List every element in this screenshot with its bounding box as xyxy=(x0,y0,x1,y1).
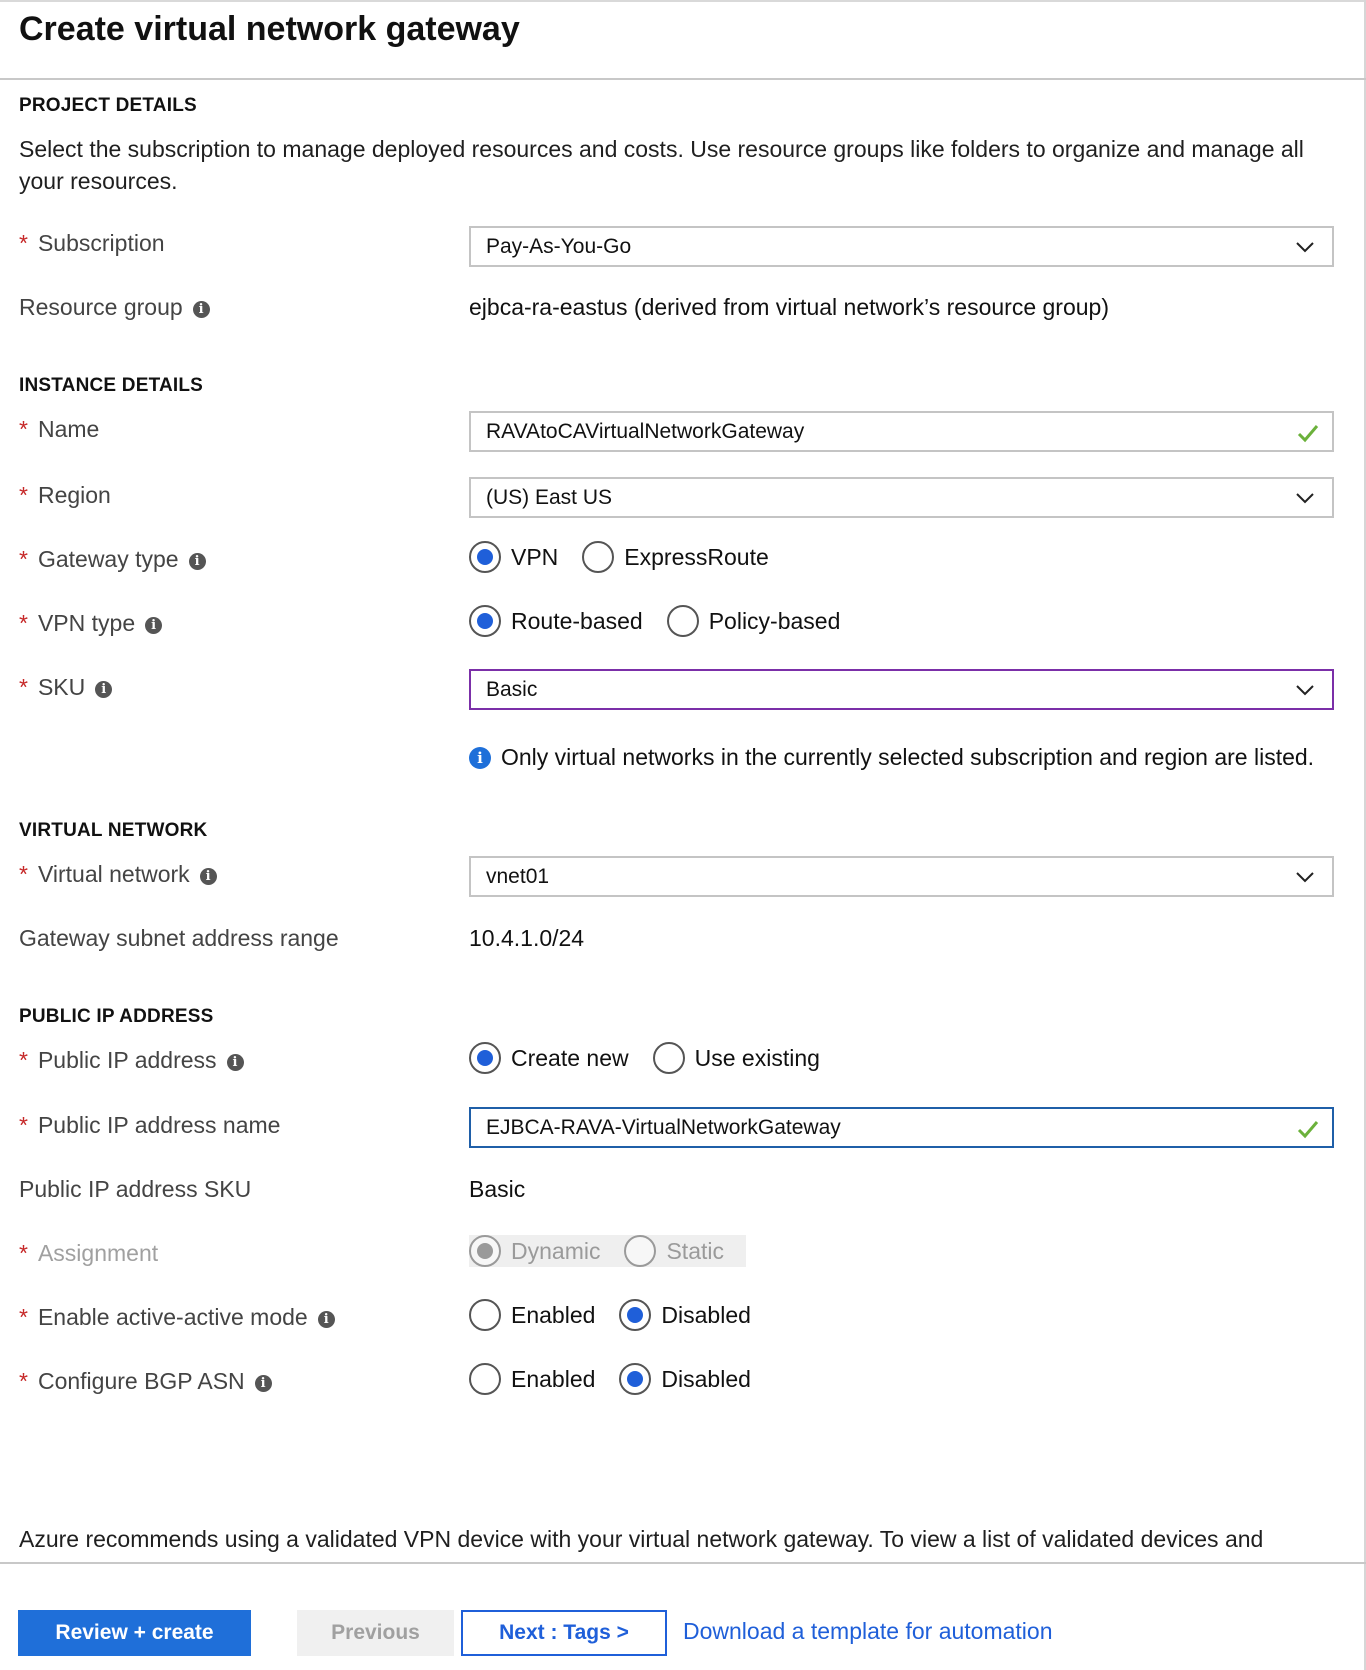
project-description: Select the subscription to manage deployed resources and costs. Use resource groups like folders to organize and manage all your resources. xyxy=(19,136,1304,194)
chevron-down-icon xyxy=(1294,679,1316,701)
required-asterisk: * xyxy=(19,1112,28,1138)
gateway-type-label: * Gateway type i xyxy=(19,546,206,573)
radio-circle xyxy=(582,541,614,573)
radio-circle xyxy=(619,1363,651,1395)
header-divider xyxy=(0,78,1366,80)
section-project-details: PROJECT DETAILS xyxy=(19,95,197,116)
radio-dynamic: Dynamic xyxy=(469,1235,600,1267)
radio-static: Static xyxy=(624,1235,724,1267)
required-asterisk: * xyxy=(19,230,28,256)
bgp-radio-group xyxy=(469,1363,775,1395)
radio-circle xyxy=(469,605,501,637)
radio-active-enabled[interactable]: Enabled xyxy=(469,1299,595,1331)
info-icon[interactable]: i xyxy=(200,868,217,885)
section-public-ip: PUBLIC IP ADDRESS xyxy=(19,1006,214,1027)
public-ip-label: * Public IP address i xyxy=(19,1047,244,1074)
radio-circle xyxy=(469,1299,501,1331)
resource-group-value: ejbca-ra-eastus (derived from virtual network’s resource group) xyxy=(469,294,1110,320)
required-asterisk: * xyxy=(19,416,28,442)
review-create-button[interactable]: Review + create xyxy=(18,1610,251,1656)
name-label: * Name xyxy=(19,416,100,442)
radio-bgp-disabled[interactable]: Disabled xyxy=(619,1363,751,1395)
info-icon[interactable]: i xyxy=(255,1375,272,1392)
radio-circle xyxy=(469,1363,501,1395)
section-virtual-network: VIRTUAL NETWORK xyxy=(19,820,208,841)
region-dropdown[interactable]: (US) East US xyxy=(469,477,1334,518)
next-tags-button[interactable]: Next : Tags > xyxy=(461,1610,667,1656)
radio-create-new[interactable]: Create new xyxy=(469,1042,629,1074)
public-ip-radio-group xyxy=(469,1042,844,1074)
public-ip-name-input[interactable]: EJBCA-RAVA-VirtualNetworkGateway xyxy=(469,1107,1334,1148)
vpn-device-recommendation: Azure recommends using a validated VPN device with your virtual network gateway. To view a list of validated devices and xyxy=(19,1526,1264,1552)
previous-button: Previous xyxy=(297,1610,454,1656)
radio-vpn[interactable]: VPN xyxy=(469,541,558,573)
info-icon[interactable]: i xyxy=(95,681,112,698)
vpn-type-radio-group xyxy=(469,605,864,637)
required-asterisk: * xyxy=(19,482,28,508)
gateway-type-radio-group xyxy=(469,541,793,573)
radio-route-based[interactable]: Route-based xyxy=(469,605,643,637)
radio-circle xyxy=(653,1042,685,1074)
required-asterisk: * xyxy=(19,861,28,887)
name-input[interactable]: RAVAtoCAVirtualNetworkGateway xyxy=(469,411,1334,452)
virtual-network-dropdown[interactable]: vnet01 xyxy=(469,856,1334,897)
required-asterisk: * xyxy=(19,1368,28,1394)
page-title: Create virtual network gateway xyxy=(19,10,520,48)
info-icon[interactable]: i xyxy=(145,617,162,634)
info-icon: i xyxy=(469,747,491,769)
radio-active-disabled[interactable]: Disabled xyxy=(619,1299,751,1331)
region-label: * Region xyxy=(19,482,111,508)
required-asterisk: * xyxy=(19,1240,28,1266)
chevron-down-icon xyxy=(1294,236,1316,258)
required-asterisk: * xyxy=(19,610,28,636)
assignment-radio-group xyxy=(469,1235,746,1267)
public-ip-name-label: * Public IP address name xyxy=(19,1112,281,1138)
chevron-down-icon xyxy=(1294,866,1316,888)
footer-divider xyxy=(0,1562,1366,1564)
assignment-label: * Assignment xyxy=(19,1240,159,1266)
public-ip-sku-label: Public IP address SKU xyxy=(19,1176,252,1202)
required-asterisk: * xyxy=(19,1047,28,1073)
radio-circle xyxy=(619,1299,651,1331)
info-icon[interactable]: i xyxy=(227,1054,244,1071)
virtual-network-label: * Virtual network i xyxy=(19,861,217,888)
subnet-range-label: Gateway subnet address range xyxy=(19,925,339,951)
bgp-label: * Configure BGP ASN i xyxy=(19,1368,272,1395)
active-active-radio-group xyxy=(469,1299,775,1331)
sku-dropdown[interactable]: Basic xyxy=(469,669,1334,710)
radio-circle xyxy=(624,1235,656,1267)
required-asterisk: * xyxy=(19,546,28,572)
checkmark-icon xyxy=(1296,1117,1320,1141)
radio-bgp-enabled[interactable]: Enabled xyxy=(469,1363,595,1395)
radio-circle xyxy=(667,605,699,637)
radio-policy-based[interactable]: Policy-based xyxy=(667,605,841,637)
chevron-down-icon xyxy=(1294,487,1316,509)
vnet-info-note: i Only virtual networks in the currently selected subscription and region are listed. xyxy=(469,744,1314,771)
download-template-link[interactable]: Download a template for automation xyxy=(683,1618,1053,1644)
info-icon[interactable]: i xyxy=(189,553,206,570)
radio-circle xyxy=(469,1042,501,1074)
vpn-type-label: * VPN type i xyxy=(19,610,162,637)
resource-group-label: Resource group i xyxy=(19,294,210,321)
radio-circle xyxy=(469,1235,501,1267)
subscription-label: * Subscription xyxy=(19,230,165,256)
subnet-range-value: 10.4.1.0/24 xyxy=(469,925,585,951)
public-ip-sku-value: Basic xyxy=(469,1176,526,1202)
active-active-label: * Enable active-active mode i xyxy=(19,1304,335,1331)
section-instance-details: INSTANCE DETAILS xyxy=(19,375,204,396)
radio-expressroute[interactable]: ExpressRoute xyxy=(582,541,768,573)
required-asterisk: * xyxy=(19,1304,28,1330)
radio-use-existing[interactable]: Use existing xyxy=(653,1042,820,1074)
subscription-dropdown[interactable]: Pay-As-You-Go xyxy=(469,226,1334,267)
checkmark-icon xyxy=(1296,421,1320,445)
sku-label: * SKU i xyxy=(19,674,112,701)
required-asterisk: * xyxy=(19,674,28,700)
info-icon[interactable]: i xyxy=(318,1311,335,1328)
info-icon[interactable]: i xyxy=(193,301,210,318)
top-border xyxy=(0,0,1366,2)
radio-circle xyxy=(469,541,501,573)
